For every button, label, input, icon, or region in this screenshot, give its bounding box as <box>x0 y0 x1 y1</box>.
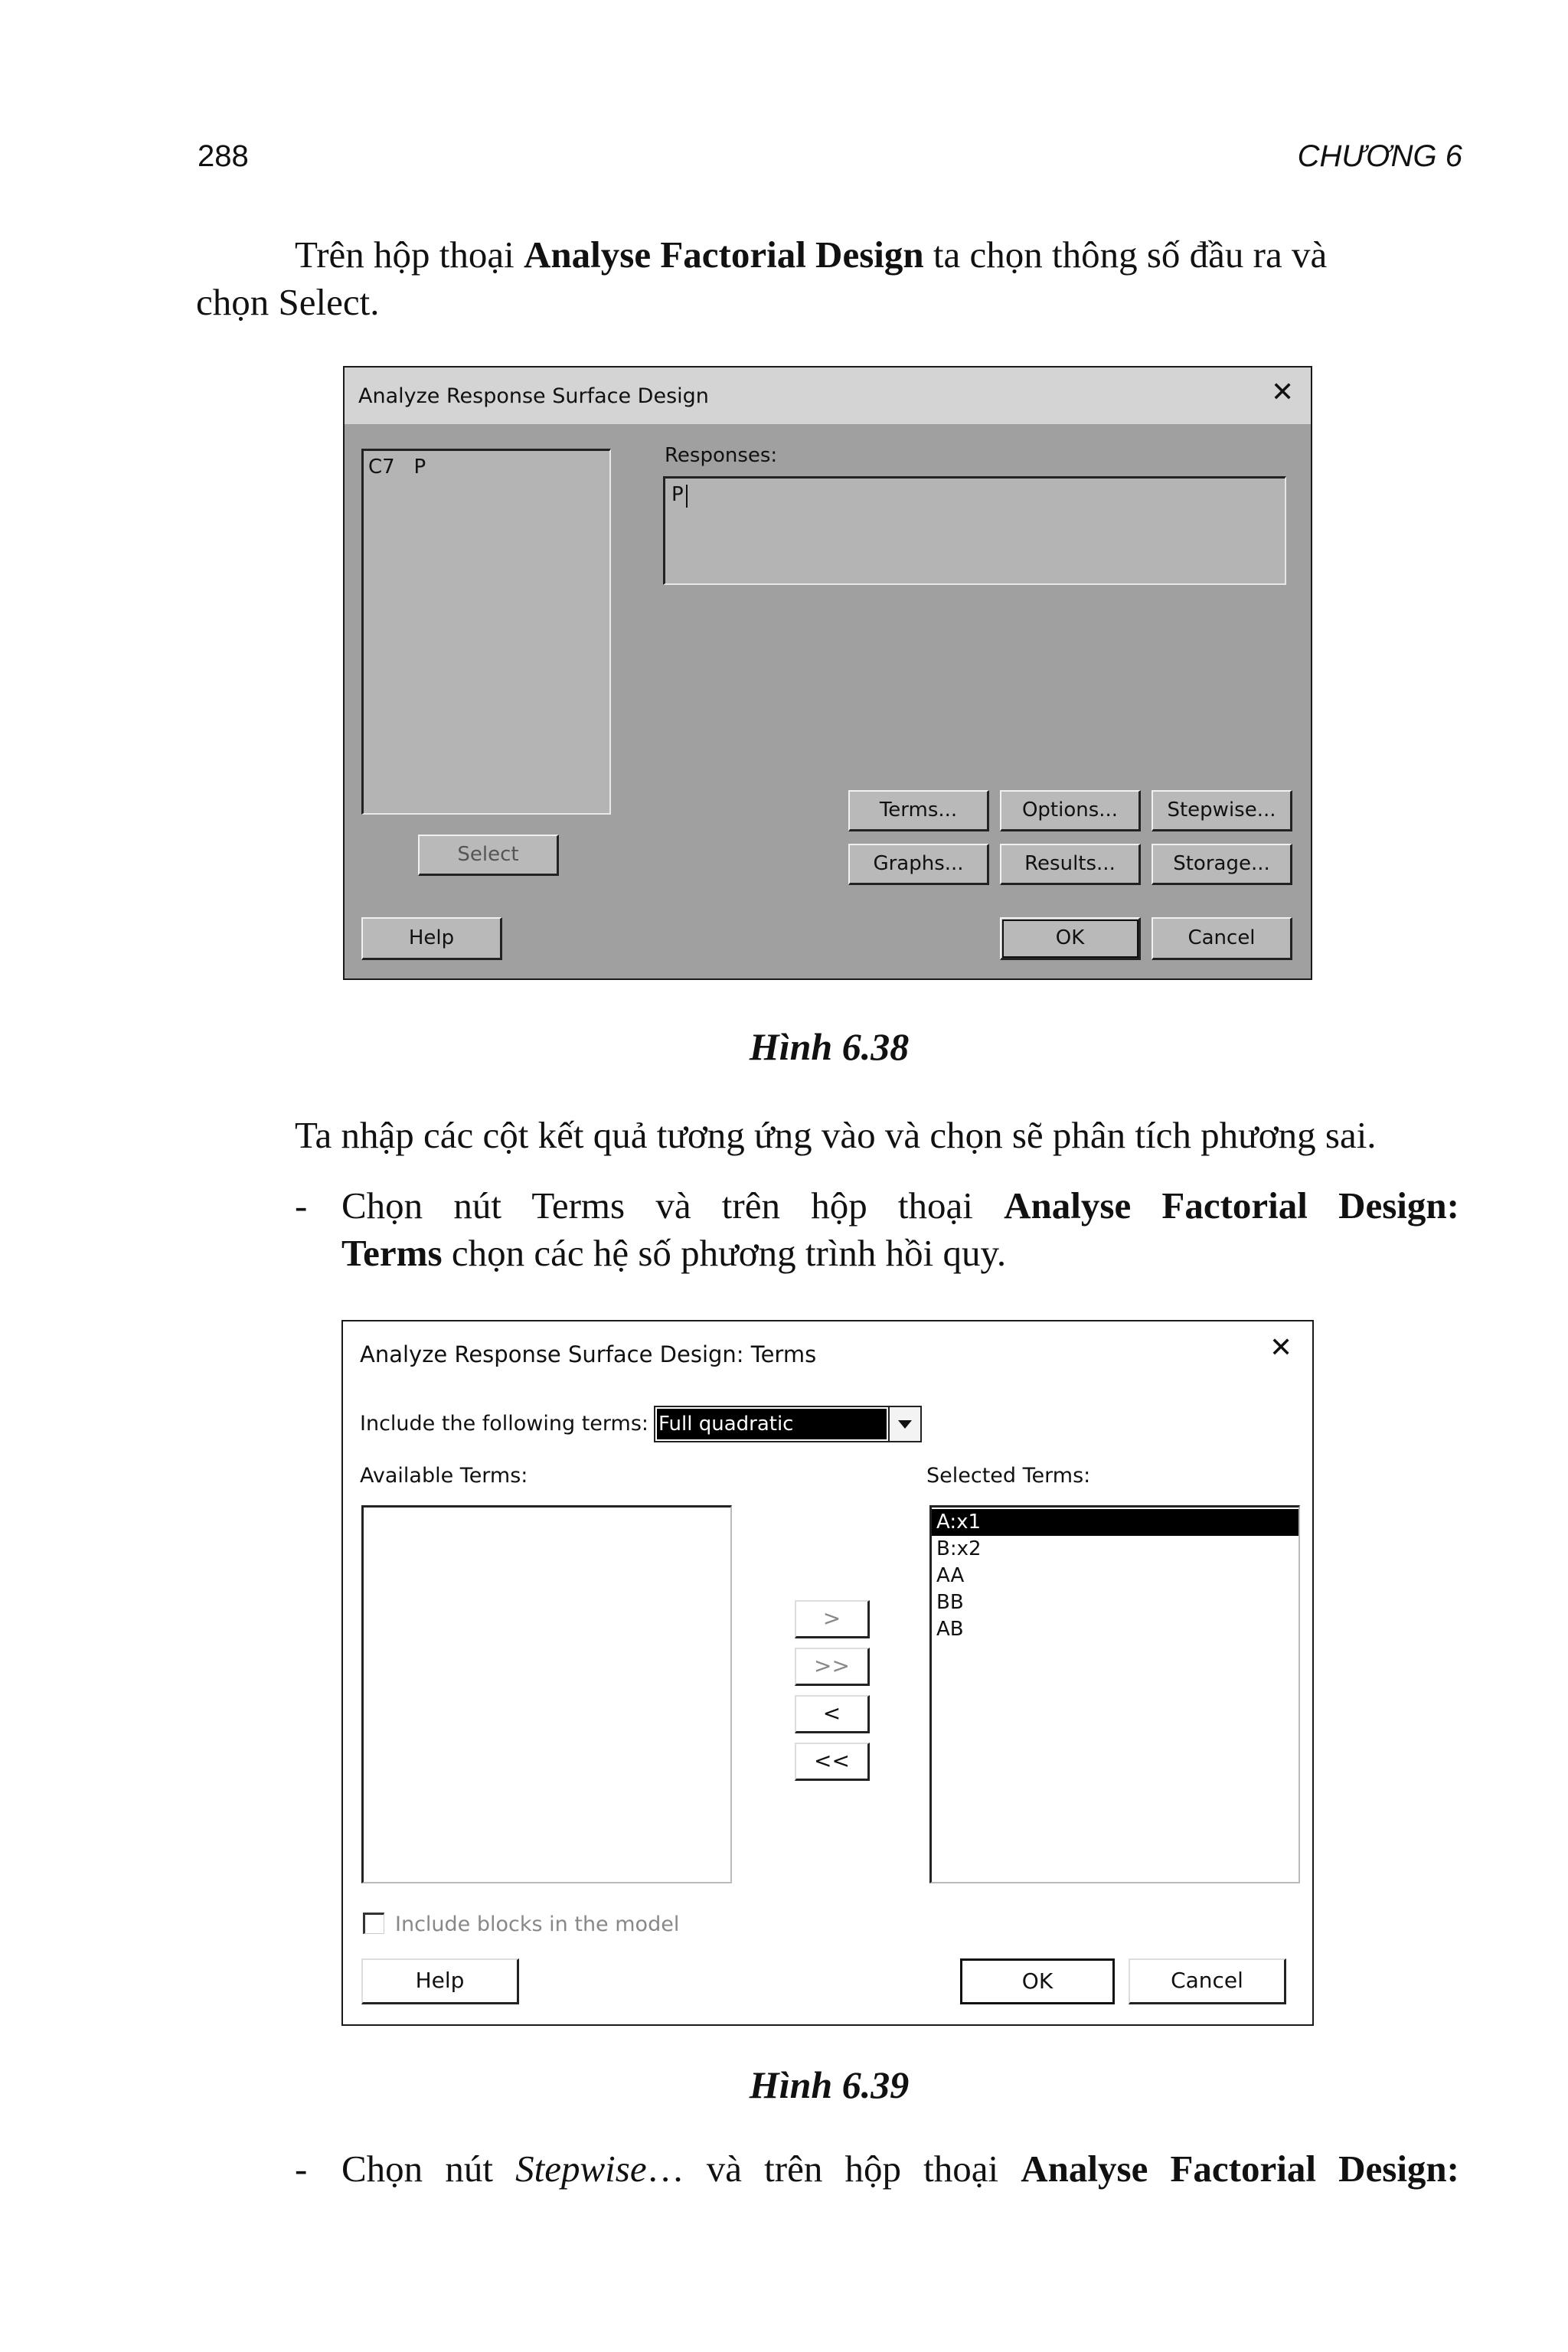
chevron-down-icon[interactable] <box>888 1407 920 1441</box>
ok-button[interactable]: OK <box>1000 917 1141 960</box>
options-button[interactable]: Options... <box>1000 790 1141 831</box>
add-term-button[interactable]: > <box>795 1600 870 1638</box>
close-icon[interactable]: ✕ <box>1271 377 1295 408</box>
help-button[interactable]: Help <box>361 917 502 960</box>
available-terms-list[interactable] <box>361 1505 732 1883</box>
selected-term-item[interactable]: B:x2 <box>936 1537 982 1560</box>
chapter-title: CHƯƠNG 6 <box>1297 139 1462 173</box>
graphs-button[interactable]: Graphs... <box>848 844 989 885</box>
include-terms-dropdown[interactable] <box>654 1406 922 1442</box>
selected-terms-label: Selected Terms: <box>926 1464 1091 1488</box>
include-blocks-label: Include blocks in the model <box>395 1913 680 1936</box>
page-number: 288 <box>198 139 249 173</box>
bullet-1-line-2: Terms chọn các hệ số phương trình hồi quy. <box>341 1232 1007 1274</box>
bullet-2-line-1: Chọn nút Stepwise… và trên hộp thoại Analyse Factorial Design: <box>341 2148 1459 2190</box>
paragraph-2: Ta nhập các cột kết quả tương ứng vào và chọn sẽ phân tích phương sai. <box>295 1114 1377 1156</box>
figure-caption-6-38: Hình 6.38 <box>749 1025 910 1068</box>
columns-list[interactable] <box>361 449 611 815</box>
responses-label: Responses: <box>665 444 778 467</box>
stepwise-button[interactable]: Stepwise... <box>1152 790 1292 831</box>
include-blocks-checkbox[interactable] <box>363 1913 384 1934</box>
results-button[interactable]: Results... <box>1000 844 1141 885</box>
selected-terms-list[interactable] <box>929 1505 1300 1883</box>
help-button[interactable]: Help <box>361 1958 519 2004</box>
selected-term-item[interactable]: BB <box>936 1591 964 1614</box>
selected-term-item[interactable]: AB <box>936 1618 964 1641</box>
analyze-rsd-dialog <box>343 366 1312 980</box>
terms-button[interactable]: Terms... <box>848 790 989 831</box>
list-item[interactable]: C7 P <box>368 456 426 479</box>
cancel-button[interactable]: Cancel <box>1152 917 1292 960</box>
paragraph-1-line-1: Trên hộp thoại Analyse Factorial Design ta chọn thông số đầu ra và <box>295 234 1328 276</box>
selected-term-item[interactable]: A:x1 <box>932 1509 1298 1536</box>
ok-button[interactable]: OK <box>960 1958 1115 2004</box>
paragraph-1-line-2: chọn Select. <box>196 281 380 323</box>
selected-term-item[interactable]: AA <box>936 1564 965 1587</box>
text-cursor <box>686 485 688 508</box>
available-terms-label: Available Terms: <box>360 1464 528 1488</box>
dialog-title: Analyze Response Surface Design: Terms <box>360 1341 817 1367</box>
add-all-terms-button[interactable]: >> <box>795 1648 870 1686</box>
remove-all-terms-button[interactable]: << <box>795 1743 870 1781</box>
terms-dialog <box>341 1320 1314 2026</box>
bullet-dash: - <box>295 2148 308 2190</box>
include-terms-label: Include the following terms: <box>360 1412 649 1436</box>
select-button[interactable]: Select <box>418 835 559 876</box>
cancel-button[interactable]: Cancel <box>1129 1958 1286 2004</box>
remove-term-button[interactable]: < <box>795 1695 870 1733</box>
close-icon[interactable]: ✕ <box>1269 1332 1293 1364</box>
bullet-1-line-1: Chọn nút Terms và trên hộp thoại Analyse Factorial Design: <box>341 1184 1459 1227</box>
bullet-dash: - <box>295 1184 308 1227</box>
dialog-title: Analyze Response Surface Design <box>358 384 709 408</box>
storage-button[interactable]: Storage... <box>1152 844 1292 885</box>
responses-input[interactable]: P <box>663 476 1286 585</box>
dropdown-value: Full quadratic <box>657 1409 887 1439</box>
figure-caption-6-39: Hình 6.39 <box>749 2063 910 2106</box>
